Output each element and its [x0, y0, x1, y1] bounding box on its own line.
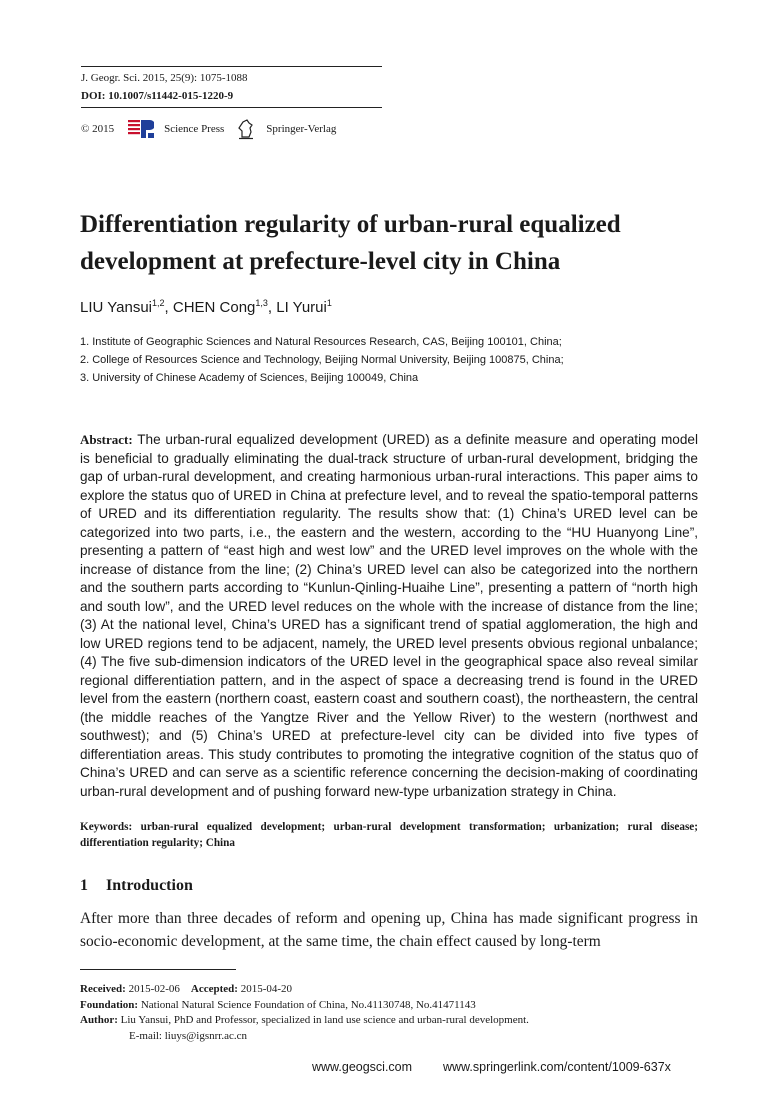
footnotes: [80, 982, 698, 1044]
accepted-label: Accepted:: [190, 983, 238, 995]
author-name: CHEN Cong: [172, 299, 256, 316]
received-label: Received:: [80, 983, 126, 995]
author-separator: ,: [164, 299, 173, 316]
copyright: © 2015: [81, 123, 115, 135]
section-number: 1: [80, 877, 88, 894]
springer-knight-logo-icon: [236, 118, 256, 140]
dates-line: [80, 982, 698, 998]
paper-title: Differentiation regularity of urban-rural equalized development at prefecture-level city in China: [80, 211, 621, 275]
abstract-text: The urban-rural equalized development (URED) as a definite measure and operating model is beneficial to gradually eliminating the dual-track structure of urban-rural development, bridging the gap of urban-rural development, and creating harmonious urban-rural interactions. This paper aims to explore the status quo of URED in China at prefecture level, and to reveal the spatio-temporal patterns of URED and its differentiation regularity. The results show that: (1) China’s URED level can be categorized into two parts, i.e., the eastern and the western, according to the “HU Huanyong Line”, presenting a pattern of “east high and west low” and the URED level improves on the whole with the increase of distance from the line; (2) China’s URED level can also be categorized into the northern and the southern parts according to “Kunlun-Qinling-Huaihe Line”, presenting a pattern of “north high and south low”, and the URED level reduces on the whole with the increase of distance from the line; (3) At the national level, China’s URED has a significant trend of spatial agglomeration, the high and low URED regions tend to be adjacent, namely, the URED level presents obvious regional unbalance; (4) The five sub-dimension indicators of the URED level in the geographical space also reveal similar regional differentiation pattern, and in the aspect of space a decreasing trend is found in the URED level from the eastern (northern coast, eastern coast and southern coast), the northeastern, the central (the middle reaches of the Yangtze River and the Yellow River) to the western (northwest and southwest); and (5) China’s URED at prefecture-level city can be divided into five types of differentiation areas. This study contributes to promoting the integrative cognition of the status quo of China’s URED and can serve as a scientific reference concerning the decision-making of coordinating urban-rural development and of pushing forward new-type urbanization strategy in China.: [80, 432, 699, 799]
affiliations: [80, 333, 564, 387]
section-title: Introduction: [106, 877, 193, 894]
foundation-label: Foundation:: [80, 998, 139, 1011]
keywords-label: Keywords:: [80, 821, 133, 833]
url-geogsci[interactable]: www.geogsci.com: [312, 1060, 413, 1074]
abstract-label: Abstract:: [80, 432, 133, 447]
foundation-line: [80, 998, 698, 1014]
footnote-rule: [80, 969, 236, 970]
author-note-line: [80, 1013, 698, 1029]
affiliation-line: 3. University of Chinese Academy of Sciences, Beijing 100049, China: [80, 372, 419, 384]
received-date: 2015-02-06: [128, 983, 180, 995]
header-mid-rule: [81, 107, 382, 108]
science-press-logo-icon: [128, 119, 154, 139]
foundation-text: National Natural Science Foundation of China, No.41130748, No.41471143: [140, 998, 476, 1011]
author-list: [80, 298, 332, 316]
keywords: [80, 819, 698, 851]
section-heading: [80, 877, 193, 895]
author-name: LIU Yansui: [80, 299, 152, 316]
intro-paragraph: After more than three decades of reform and opening up, China has made significant progress in socio-economic development, at the same time, the chain effect caused by long-term: [80, 910, 698, 950]
author-note-label: Author:: [80, 1014, 118, 1026]
abstract: [80, 431, 698, 801]
author-email[interactable]: E-mail: liuys@igsnrr.ac.cn: [129, 1029, 247, 1042]
author-affil-sup: 1,3: [255, 298, 268, 308]
publisher-springer-verlag: Springer-Verlag: [266, 123, 337, 135]
publisher-science-press: Science Press: [164, 123, 225, 135]
url-springerlink[interactable]: www.springerlink.com/content/1009-637x: [443, 1060, 671, 1074]
author-affil-sup: 1: [326, 298, 332, 308]
publisher-row: [81, 118, 336, 140]
affiliation-line: 2. College of Resources Science and Technology, Beijing Normal University, Beijing 100875, China;: [80, 354, 564, 366]
header-top-rule: [81, 66, 382, 67]
author-separator: ,: [267, 299, 277, 316]
author-note-text: Liu Yansui, PhD and Professor, specialized in land use science and urban-rural development.: [120, 1014, 529, 1026]
affiliation-line: 1. Institute of Geographic Sciences and Natural Resources Research, CAS, Beijing 100101, China;: [80, 336, 562, 348]
journal-reference: J. Geogr. Sci. 2015, 25(9): 1075-1088: [81, 72, 248, 84]
keywords-text: urban-rural equalized development; urban-rural development transformation; urbanization; rural disease; differentiation regularity; China: [80, 821, 698, 849]
author-affil-sup: 1,2: [152, 298, 165, 308]
doi[interactable]: DOI: 10.1007/s11442-015-1220-9: [81, 90, 234, 102]
accepted-date: 2015-04-20: [240, 983, 293, 995]
author-name: LI Yurui: [276, 299, 327, 316]
